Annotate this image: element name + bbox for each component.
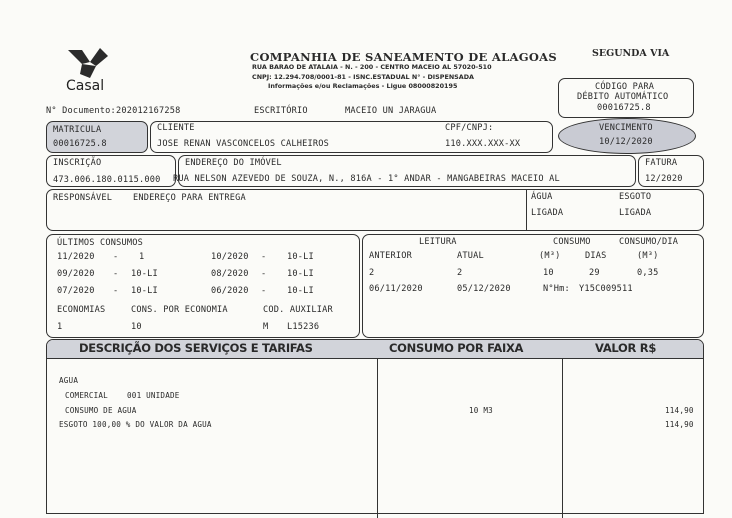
dash: -	[261, 269, 267, 279]
consumo-month: 06/2020	[211, 286, 249, 296]
inscricao-label: INSCRIÇÃO	[53, 158, 102, 168]
service-line-consumo-valor: 114,90	[665, 406, 694, 415]
endereco-value: RUA NELSON AZEVEDO DE SOUZA, N., 816A - 1° ANDAR - MANGABEIRAS MACEIO AL	[173, 174, 560, 184]
agua-value: LIGADA	[531, 208, 564, 218]
logo-text: Casal	[66, 78, 105, 94]
cod-auxiliar-label: COD. AUXILIAR	[263, 305, 333, 315]
consumo-month: 07/2020	[57, 286, 95, 296]
ultimos-consumos-box	[46, 234, 360, 338]
cpf-label: CPF/CNPJ:	[445, 123, 494, 133]
cliente-value: JOSE RENAN VASCONCELOS CALHEIROS	[157, 139, 329, 149]
auto-debit-box	[558, 78, 694, 118]
service-section: AGUA	[59, 376, 79, 385]
responsavel-divider	[526, 190, 527, 230]
entrega-label: ENDEREÇO PARA ENTREGA	[133, 193, 246, 203]
consumo-value: 10-LI	[131, 269, 158, 279]
company-name: COMPANHIA DE SANEAMENTO DE ALAGOAS	[250, 50, 558, 64]
company-contact: Informações e/ou Reclamações - Ligue 08000820195	[268, 82, 458, 90]
dash: -	[261, 252, 267, 262]
consumo-month: 08/2020	[211, 269, 249, 279]
cod-auxiliar-prefix: M	[263, 322, 269, 332]
data-atual: 05/12/2020	[457, 284, 511, 294]
vencimento-oval	[558, 118, 696, 154]
dash: -	[113, 286, 119, 296]
ultimos-consumos-label: ÚLTIMOS CONSUMOS	[57, 238, 143, 248]
header-valor: VALOR R$	[595, 341, 657, 355]
col-divider-1	[377, 358, 378, 518]
economias-value: 1	[57, 322, 63, 332]
consumo-unit: (M³)	[539, 251, 561, 261]
economias-label: ECONOMIAS	[57, 305, 106, 315]
leitura-label: LEITURA	[419, 237, 457, 247]
inscricao-value: 473.006.180.0115.000	[53, 175, 161, 185]
dias-label: DIAS	[585, 251, 607, 261]
anterior-label: ANTERIOR	[369, 251, 412, 261]
office-value: MACEIO UN JARAGUA	[345, 106, 437, 116]
vencimento-value: 10/12/2020	[599, 137, 653, 147]
matricula-box	[46, 121, 148, 153]
header-consumo-faixa: CONSUMO POR FAIXA	[389, 341, 524, 355]
dash: -	[113, 252, 119, 262]
consumo-dia-unit: (M³)	[637, 251, 659, 261]
auto-debit-label-2: DÉBITO AUTOMÁTICO	[577, 92, 669, 102]
cons-economia-value: 10	[131, 322, 142, 332]
esgoto-value: LIGADA	[619, 208, 652, 218]
dias-value: 29	[589, 268, 600, 278]
company-cnpj: CNPJ: 12.294.708/0001-81 - ISNC.ESTADUAL N° - DISPENSADA	[252, 73, 474, 81]
consumo-dia-value: 0,35	[637, 268, 659, 278]
hidrometro-value: Y15C009511	[579, 284, 633, 294]
company-address: RUA BARAO DE ATALAIA - N. - 200 - CENTRO MACEIO AL 57020-510	[252, 63, 492, 71]
endereco-label: ENDEREÇO DO IMÓVEL	[185, 158, 282, 168]
cliente-label: CLIENTE	[157, 123, 195, 133]
anterior-value: 2	[369, 268, 375, 278]
casal-logo-icon	[60, 46, 112, 80]
dash: -	[113, 269, 119, 279]
atual-label: ATUAL	[457, 251, 484, 261]
auto-debit-label-1: CÓDIGO PARA	[595, 82, 655, 92]
consumo-value: 10-LI	[287, 269, 314, 279]
consumo-month: 11/2020	[57, 252, 95, 262]
auto-debit-value: 00016725.8	[597, 103, 651, 113]
esgoto-label: ESGOTO	[619, 192, 652, 202]
service-line-consumo: CONSUMO DE AGUA	[65, 406, 137, 415]
service-line-esgoto: ESGOTO 100,00 % DO VALOR DA AGUA	[59, 420, 212, 429]
copy-label: SEGUNDA VIA	[592, 48, 670, 59]
cpf-value: 110.XXX.XXX-XX	[445, 139, 521, 149]
leitura-box	[362, 234, 704, 338]
consumo-label: CONSUMO	[553, 237, 591, 247]
consumo-value: 10-LI	[131, 286, 158, 296]
consumo-month: 09/2020	[57, 269, 95, 279]
service-line-comercial: COMERCIAL 001 UNIDADE	[65, 391, 180, 400]
matricula-label: MATRICULA	[53, 125, 102, 135]
vencimento-label: VENCIMENTO	[599, 123, 653, 133]
data-anterior: 06/11/2020	[369, 284, 423, 294]
consumo-value: 10-LI	[287, 286, 314, 296]
consumo-value: 1	[139, 252, 145, 262]
consumo-month: 10/2020	[211, 252, 249, 262]
agua-label: ÁGUA	[531, 192, 553, 202]
responsavel-box	[46, 189, 704, 231]
endereco-box	[173, 155, 636, 187]
service-line-esgoto-valor: 114,90	[665, 420, 694, 429]
cons-economia-label: CONS. POR ECONOMIA	[131, 305, 228, 315]
fatura-box	[638, 155, 704, 187]
fatura-label: FATURA	[645, 158, 678, 168]
hidrometro-label: N°Hm:	[543, 284, 570, 294]
col-divider-2	[562, 358, 563, 518]
dash: -	[261, 286, 267, 296]
consumo-value: 10-LI	[287, 252, 314, 262]
casal-logo	[60, 46, 112, 96]
consumo-dia-label: CONSUMO/DIA	[619, 237, 679, 247]
responsavel-label: RESPONSÁVEL	[53, 193, 113, 203]
document-number: 202012167258	[116, 106, 181, 116]
consumo-value: 10	[543, 268, 554, 278]
service-line-consumo-faixa: 10 M3	[469, 406, 493, 415]
cliente-box	[150, 121, 553, 153]
document-label: N° Documento:	[46, 106, 116, 116]
atual-value: 2	[457, 268, 463, 278]
header-descricao: DESCRIÇÃO DOS SERVIÇOS E TARIFAS	[79, 341, 313, 355]
cod-auxiliar-value: L15236	[287, 322, 320, 332]
matricula-value: 00016725.8	[53, 139, 107, 149]
services-table	[46, 339, 704, 514]
inscricao-box	[46, 155, 176, 187]
office-label: ESCRITÓRIO	[254, 106, 308, 116]
fatura-value: 12/2020	[645, 174, 683, 184]
